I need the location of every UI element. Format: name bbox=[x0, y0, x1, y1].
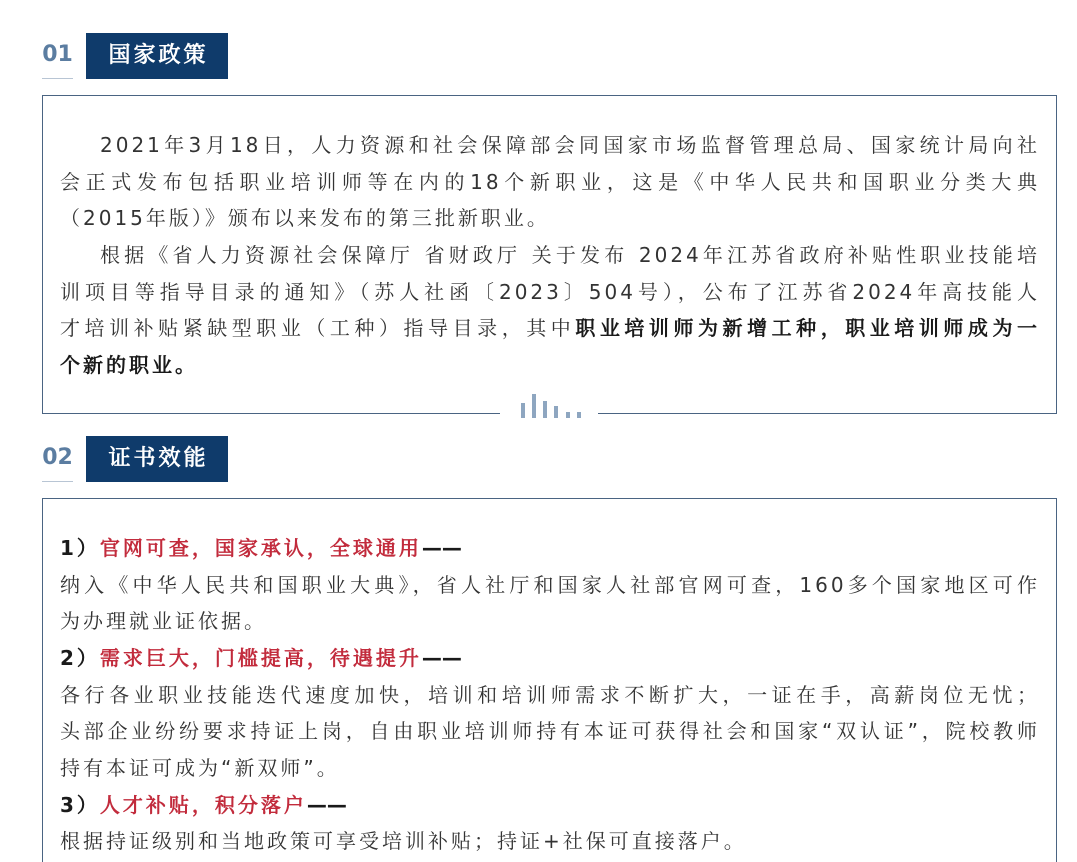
paragraph-line: 2021年3月18日，人力资源和社会保障部会同国家市场监督管理总局、国家统计局向社 bbox=[100, 133, 1040, 157]
paragraph-line: 训项目等指导目录的通知》（苏人社函〔2023〕504号），公布了江苏省2024年高技能人 bbox=[60, 279, 1040, 304]
benefit-heading-text: 需求巨大，门槛提高，待遇提升 bbox=[99, 645, 422, 670]
emphasis-text: 个新的职业。 bbox=[60, 352, 198, 377]
paragraph-line: （2015年版）》颁布以来发布的第三批新职业。 bbox=[60, 206, 550, 231]
paragraph-line: 头部企业纷纷要求持证上岗，自由职业培训师持有本证可获得社会和国家“双认证”，院校教师 bbox=[60, 719, 1040, 744]
paragraph-line: 纳入《中华人民共和国职业大典》，省人社厅和国家人社部官网可查，160多个国家地区可作 bbox=[60, 572, 1040, 597]
benefit-heading bbox=[60, 787, 1040, 824]
benefit-heading bbox=[60, 640, 1040, 677]
policy-content-box bbox=[42, 95, 1057, 414]
benefit-index: 2） bbox=[60, 645, 100, 670]
benefit-heading-text: 人才补贴，积分落户 bbox=[99, 792, 307, 817]
benefit-index: 1） bbox=[60, 536, 100, 560]
heading-dash: —— bbox=[421, 536, 462, 560]
icon-bar bbox=[543, 401, 547, 418]
icon-bar bbox=[566, 412, 570, 418]
benefit-item bbox=[60, 530, 1040, 640]
section-number: 02 bbox=[42, 436, 73, 482]
section-title: 国家政策 bbox=[86, 33, 228, 79]
bar-chart-icon bbox=[500, 388, 598, 420]
paragraph-line: 持有本证可成为“新双师”。 bbox=[60, 755, 340, 780]
paragraph-line: 会正式发布包括职业培训师等在内的18个新职业，这是《中华人民共和国职业分类大典 bbox=[60, 169, 1040, 194]
benefits-content-box bbox=[42, 498, 1057, 862]
benefit-item bbox=[60, 640, 1040, 787]
paragraph-line: 为办理就业证依据。 bbox=[60, 609, 267, 634]
heading-dash: —— bbox=[421, 645, 462, 670]
paragraph-line: 各行各业职业技能迭代速度加快，培训和培训师需求不断扩大，一证在手，高薪岗位无忧； bbox=[60, 682, 1040, 707]
paragraph-line bbox=[60, 310, 1040, 347]
icon-bar bbox=[521, 403, 525, 418]
icon-bar bbox=[554, 406, 558, 418]
emphasis-text: 职业培训师为新增工种，职业培训师成为一 bbox=[575, 316, 1041, 341]
line-text: 才培训补贴紧缺型职业（工种）指导目录，其中 bbox=[60, 316, 576, 341]
benefit-item bbox=[60, 787, 1040, 860]
section-title: 证书效能 bbox=[86, 436, 228, 482]
icon-bar bbox=[532, 394, 536, 418]
paragraph bbox=[60, 127, 1040, 237]
icon-bar bbox=[577, 412, 581, 418]
paragraph-line: 根据《省人力资源社会保障厅 省财政厅 关于发布 2024年江苏省政府补贴性职业技能培 bbox=[100, 242, 1040, 267]
benefit-index: 3） bbox=[60, 792, 100, 817]
heading-dash: —— bbox=[306, 792, 347, 817]
paragraph-line: 根据持证级别和当地政策可享受培训补贴；持证+社保可直接落户。 bbox=[60, 829, 747, 854]
benefit-heading bbox=[60, 530, 1040, 567]
paragraph-line bbox=[60, 347, 1040, 384]
paragraph bbox=[60, 237, 1040, 384]
section-divider bbox=[500, 388, 598, 420]
section-number: 01 bbox=[42, 33, 73, 79]
benefit-heading-text: 官网可查，国家承认，全球通用 bbox=[99, 536, 422, 560]
